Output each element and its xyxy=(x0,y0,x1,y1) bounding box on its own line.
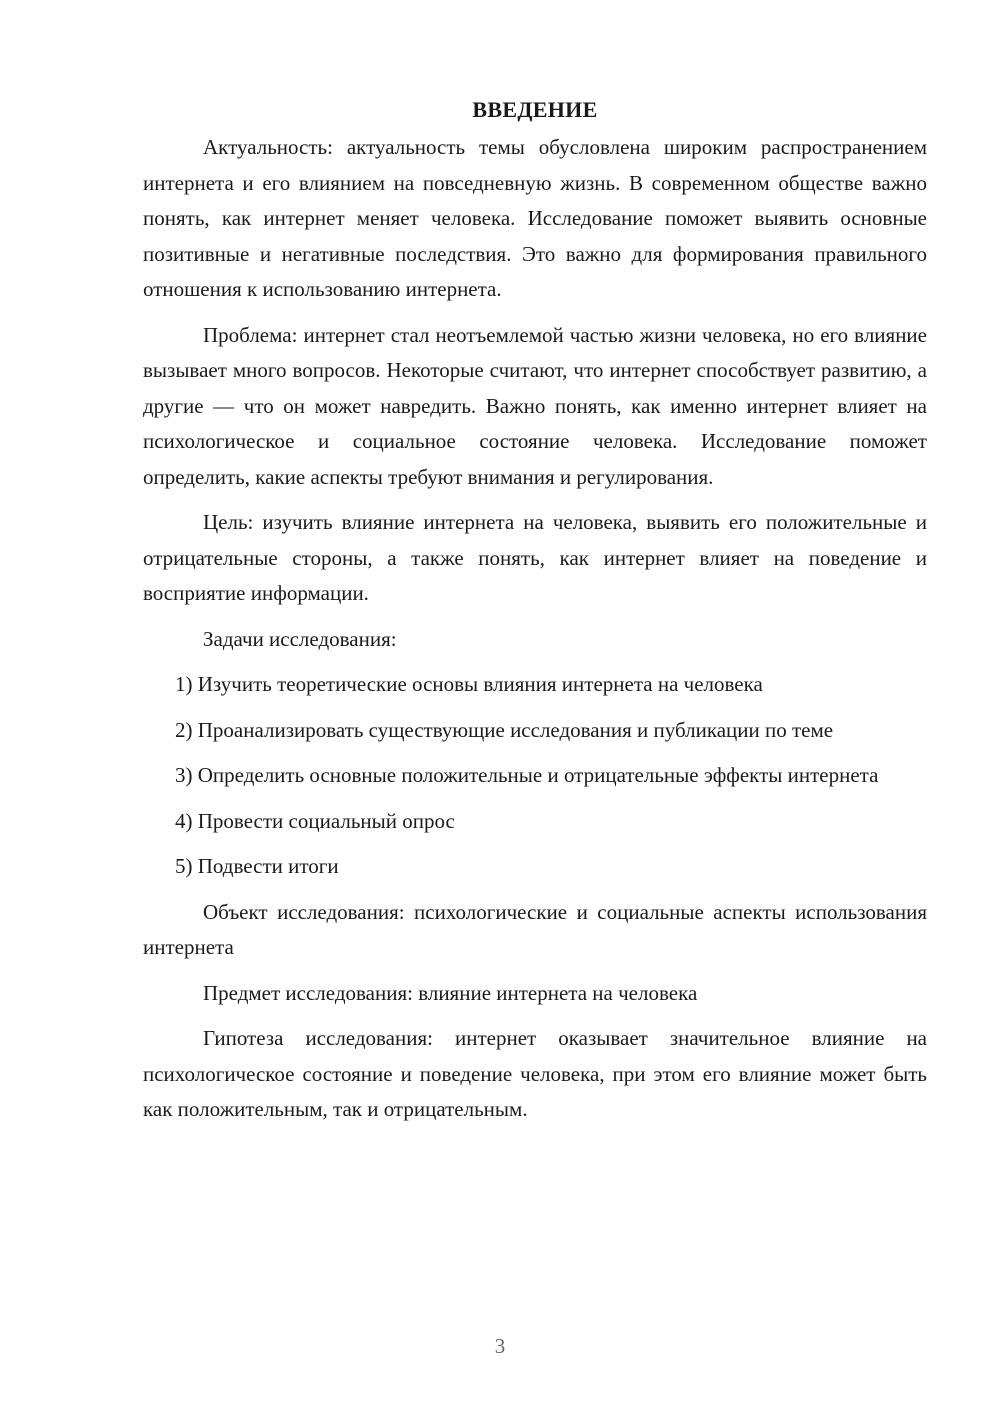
task-item-5: 5) Подвести итоги xyxy=(175,854,339,878)
paragraph-problem: Проблема: интернет стал неотъемлемой частью жизни человека, но его влияние вызывает много вопросов. Некоторые считают, что интернет способствует развитию, а другие — что он может навредить. Важно понять, как именно интернет влияет на психологическое и социальное состояние человека. Исследование поможет определить, какие аспекты требуют внимания и регулирования. xyxy=(143,322,927,489)
paragraph-hypothesis: Гипотеза исследования: интернет оказывает значительное влияние на психологическое состояние и поведение человека, при этом его влияние может быть как положительным, так и отрицательным. xyxy=(143,1026,927,1121)
task-item-1: 1) Изучить теоретические основы влияния интернета на человека xyxy=(175,672,763,696)
tasks-title: Задачи исследования: xyxy=(203,626,397,651)
task-item-4: 4) Провести социальный опрос xyxy=(175,808,455,833)
paragraph-object: Объект исследования: психологические и социальные аспекты использования интернета xyxy=(143,899,927,959)
paragraph-goal: Цель: изучить влияние интернета на человека, выявить его положительные и отрицательные стороны, а также понять, как интернет влияет на поведение и восприятие информации. xyxy=(143,510,927,605)
document-heading: ВВЕДЕНИЕ xyxy=(472,97,598,122)
page-number: 3 xyxy=(494,1334,506,1358)
task-item-3: 3) Определить основные положительные и отрицательные эффекты интернета xyxy=(175,763,879,787)
task-item-2: 2) Проанализировать существующие исследования и публикации по теме xyxy=(175,717,834,742)
paragraph-relevance: Актуальность: актуальность темы обусловлена широким распространением интернета и его влиянием на повседневную жизнь. В современном обществе важно понять, как интернет меняет человека. Исследование поможет выявить основные позитивные и негативные последствия. Это важно для формирования правильного отношения к использованию интернета. xyxy=(143,135,927,301)
paragraph-subject: Предмет исследования: влияние интернета на человека xyxy=(203,980,698,1005)
document-page xyxy=(143,92,927,1138)
